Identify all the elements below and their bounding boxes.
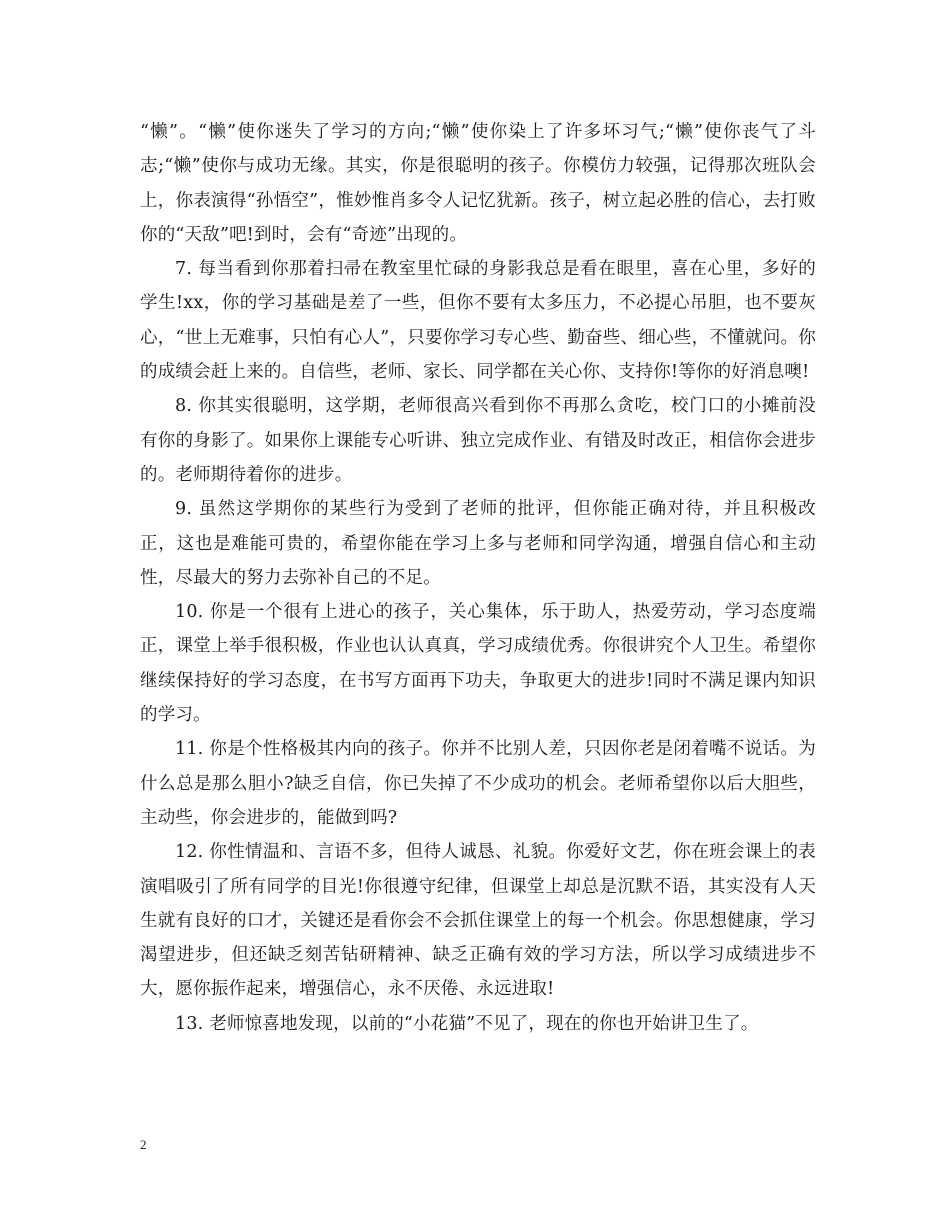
paragraph-6-continuation: “懒”。“懒”使你迷失了学习的方向;“懒”使你染上了许多坏习气;“懒”使你丧气了斗志;“懒”使你与成功无缘。其实，你是很聪明的孩子。你模仿力较强，记得那次班队会上，你表演得“孙悟空”，惟妙惟肖多令人记忆犹新。孩子，树立起必胜的信心，去打败你的“天敌”吧!到时，会有“奇迹”出现的。: [140, 122, 816, 245]
paragraph-9: 9. 虽然这学期你的某些行为受到了老师的批评，但你能正确对待，并且积极改正，这也是难能可贵的，希望你能在学习上多与老师和同学沟通，增强自信心和主动性，尽最大的努力去弥补自己的不足。: [140, 499, 816, 588]
paragraph-8: 8. 你其实很聪明，这学期，老师很高兴看到你不再那么贪吃，校门口的小摊前没有你的身影了。如果你上课能专心听讲、独立完成作业、有错及时改正，相信你会进步的。老师期待着你的进步。: [140, 396, 816, 485]
paragraph-10: 10. 你是一个很有上进心的孩子，关心集体，乐于助人，热爱劳动，学习态度端正，课堂上举手很积极，作业也认认真真，学习成绩优秀。你很讲究个人卫生。希望你继续保持好的学习态度，在书写方面再下功夫，争取更大的进步!同时不满足课内知识的学习。: [140, 602, 816, 726]
document-body: [140, 115, 816, 1041]
paragraph-12: 12. 你性情温和、言语不多，但待人诚恳、礼貌。你爱好文艺，你在班会课上的表演唱吸引了所有同学的目光!你很遵守纪律，但课堂上却总是沉默不语，其实没有人天生就有良好的口才，关键还是看你会不会抓住课堂上的每一个机会。你思想健康，学习渴望进步，但还缺乏刻苦钻研精神、缺乏正确有效的学习方法，所以学习成绩进步不大，愿你振作起来，增强信心，永不厌倦、永远进取!: [140, 842, 816, 1000]
page-number: 2: [140, 1137, 147, 1152]
paragraph-7: 7. 每当看到你那着扫帚在教室里忙碌的身影我总是看在眼里，喜在心里，多好的学生!xx，你的学习基础是差了一些，但你不要有太多压力，不必提心吊胆，也不要灰心，“世上无难事，只怕有心人”，只要你学习专心些、勤奋些、细心些，不懂就问。你的成绩会赶上来的。自信些，老师、家长、同学都在关心你、支持你!等你的好消息噢!: [140, 259, 816, 383]
paragraph-13: 13. 老师惊喜地发现，以前的“小花猫”不见了，现在的你也开始讲卫生了。: [175, 1013, 759, 1034]
paragraph-11: 11. 你是个性格极其内向的孩子。你并不比别人差，只因你老是闭着嘴不说话。为什么总是那么胆小?缺乏自信，你已失掉了不少成功的机会。老师希望你以后大胆些，主动些，你会进步的，能做到吗?: [140, 739, 816, 828]
